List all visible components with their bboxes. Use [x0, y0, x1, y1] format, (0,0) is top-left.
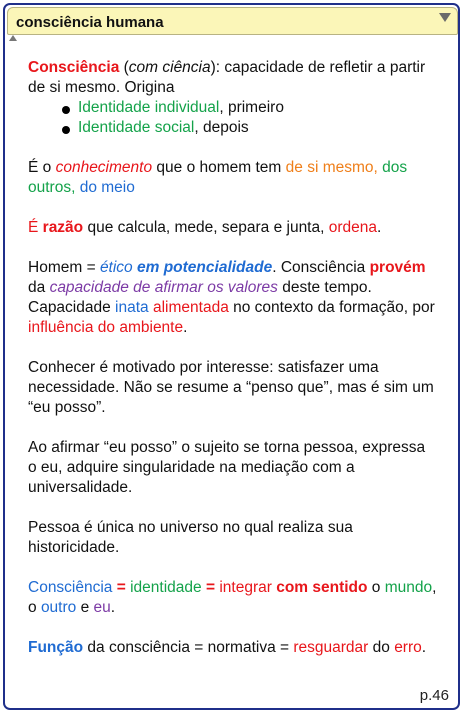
- term-em-potencialidade: em potencialidade: [137, 259, 273, 276]
- term-com-sentido: com sentido: [276, 579, 368, 596]
- text: , primeiro: [219, 99, 284, 116]
- text: .: [421, 639, 427, 656]
- text: =: [201, 579, 220, 596]
- text: .: [183, 319, 188, 336]
- text: que o homem tem: [152, 159, 286, 176]
- paragraph-conhecer: Conhecer é motivado por interesse: satisfazer uma necessidade. Não se resume a “penso que”, mas é sim um “eu posso”.: [28, 359, 434, 416]
- term-resguardar: resguardar: [293, 639, 369, 656]
- text: o: [367, 579, 385, 596]
- term-identidade-individual: Identidade individual: [78, 99, 220, 116]
- term-razao: razão: [42, 219, 84, 236]
- term-provem: provém: [369, 259, 426, 276]
- term-integrar: integrar: [219, 579, 277, 596]
- text: da consciência = normativa =: [83, 639, 294, 656]
- term-identidade-social: Identidade social: [78, 119, 195, 136]
- term-capacidade-valores: capacidade de afirmar os valores: [49, 279, 278, 296]
- resize-anchor-icon[interactable]: [9, 35, 17, 41]
- text: do: [368, 639, 395, 656]
- paragraph-identidade: [28, 578, 438, 618]
- term-alimentada: alimentada: [152, 299, 229, 316]
- paragraph-eu-posso: Ao afirmar “eu posso” o sujeito se torna pessoa, expressa o eu, adquire singularidade na mediação com a universalidade.: [28, 439, 426, 496]
- text: no contexto da formação, por: [228, 299, 435, 316]
- note-title-bar[interactable]: [7, 7, 458, 35]
- text: É: [28, 219, 43, 236]
- text: ): capacidade de refletir a partir de si mesmo. Origina: [28, 59, 426, 96]
- paragraph-razao: [28, 218, 438, 238]
- list-item: [62, 118, 438, 138]
- text: É o: [28, 159, 56, 176]
- text: que calcula, mede, separa e junta,: [83, 219, 329, 236]
- paragraph-homem: [28, 258, 438, 338]
- term-meio: do meio: [79, 179, 135, 196]
- list-item: [62, 98, 438, 118]
- text: e: [76, 599, 94, 616]
- term-com-ciencia: com ciência: [128, 59, 211, 76]
- text: deste tempo. Capacidade: [28, 279, 372, 316]
- note-card: [3, 3, 460, 710]
- term-consciencia: Consciência: [28, 59, 120, 76]
- text: , depois: [194, 119, 249, 136]
- term-funcao: Função: [28, 639, 84, 656]
- term-identidade: identidade: [130, 579, 202, 596]
- term-inata: inata: [115, 299, 149, 316]
- term-ordena: ordena: [328, 219, 377, 236]
- paragraph-pessoa: Pessoa é única no universo no qual realiza sua historicidade.: [28, 519, 353, 556]
- note-title: consciência humana: [16, 14, 164, 31]
- text: , o: [28, 579, 437, 616]
- paragraph-conhecimento: [28, 158, 438, 198]
- term-etico: ético: [99, 259, 133, 276]
- paragraph-consciencia: [28, 58, 438, 98]
- term-influencia-ambiente: influência do ambiente: [28, 319, 184, 336]
- paragraph-funcao: [28, 638, 438, 658]
- term-erro: erro: [394, 639, 422, 656]
- term-eu: eu: [93, 599, 111, 616]
- term-consciencia: Consciência: [28, 579, 113, 596]
- collapse-triangle-icon[interactable]: [439, 13, 451, 22]
- text: da: [28, 279, 50, 296]
- text: (: [119, 59, 129, 76]
- text: . Consciência: [272, 259, 370, 276]
- note-body: [28, 58, 438, 658]
- term-conhecimento: conhecimento: [55, 159, 153, 176]
- text: =: [112, 579, 131, 596]
- term-outros: dos outros,: [28, 159, 408, 196]
- page-number: p.46: [419, 687, 449, 704]
- text: .: [377, 219, 382, 236]
- term-mundo: mundo: [384, 579, 433, 596]
- term-si-mesmo: de si mesmo,: [285, 159, 378, 176]
- text: .: [110, 599, 116, 616]
- text: Homem =: [28, 259, 100, 276]
- bullet-list: [28, 98, 438, 138]
- term-outro: outro: [40, 599, 77, 616]
